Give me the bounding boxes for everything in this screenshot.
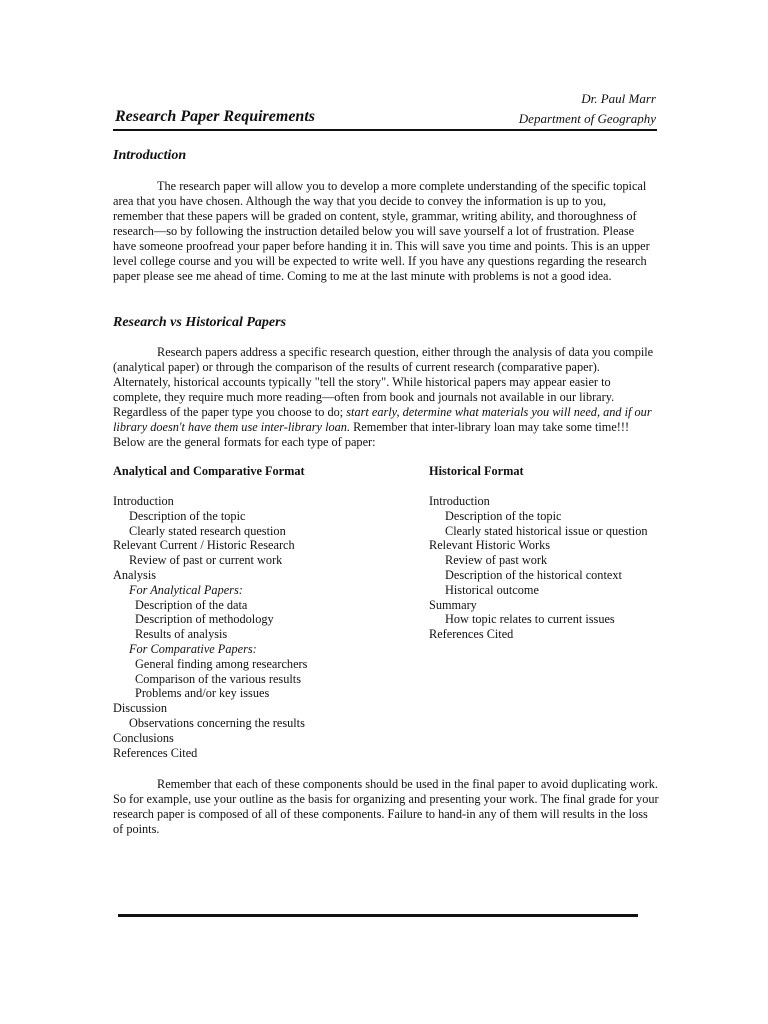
- author-name: Dr. Paul Marr: [581, 91, 656, 106]
- outline-item: Comparison of the various results: [135, 671, 301, 686]
- outline-item: Clearly stated research question: [129, 523, 286, 538]
- historical-format-outline: [429, 494, 664, 642]
- outline-item: Introduction: [113, 494, 174, 508]
- outline-item: References Cited: [113, 745, 198, 760]
- outline-item: Description of methodology: [135, 612, 274, 627]
- research-vs-historical-paragraph: [113, 345, 659, 450]
- outline-item: Results of analysis: [135, 627, 228, 642]
- outline-item: Clearly stated historical issue or question: [445, 523, 648, 538]
- analytical-format-outline: [113, 494, 413, 760]
- outline-item: Historical outcome: [445, 582, 539, 597]
- analytical-format-heading: Analytical and Comparative Format: [113, 464, 305, 478]
- research-vs-historical-text-end: Remember that inter-library loan may take some time!!! Below are the general formats for each type of paper:: [113, 420, 630, 449]
- outline-item: Description of the data: [135, 597, 248, 612]
- outline-item: Review of past or current work: [129, 553, 283, 568]
- introduction-text: The research paper will allow you to develop a more complete understanding of the specific topical area that you have chosen. Although the way that you decide to convey the information is up to you, remember that these papers will be graded on content, style, grammar, writing ability, and thoroughness of research—so by following the instruction detailed below you will save yourself a lot of frustration. Please have someone proofread your paper before handing it in. This will save you time and points. This is an upper level college course and you will be expected to write well. If you have any questions regarding the research paper please see me ahead of time. Coming to me at the last minute with problems is not a good idea.: [113, 179, 650, 283]
- outline-item: For Analytical Papers:: [129, 582, 243, 597]
- outline-item: Description of the historical context: [445, 567, 622, 582]
- outline-item: Introduction: [429, 494, 490, 508]
- outline-item: General finding among researchers: [135, 656, 308, 671]
- research-vs-historical-emphasis: start early, determine what materials you will need, and if our library doesn't have them use inter-library loan.: [113, 405, 652, 434]
- outline-item: Summary: [429, 597, 477, 612]
- outline-item: Discussion: [113, 701, 167, 716]
- outline-item: Review of past work: [445, 553, 548, 568]
- historical-format-heading: Historical Format: [429, 464, 524, 478]
- outline-item: Relevant Historic Works: [429, 538, 551, 553]
- department-name: Department of Geography: [518, 111, 656, 126]
- outline-item: How topic relates to current issues: [445, 612, 615, 627]
- outline-item: References Cited: [429, 627, 514, 642]
- outline-item: Description of the topic: [445, 508, 562, 523]
- outline-item: Analysis: [113, 567, 157, 582]
- closing-paragraph: [113, 777, 659, 837]
- research-vs-historical-heading: Research vs Historical Papers: [113, 315, 287, 330]
- outline-item: Relevant Current / Historic Research: [113, 538, 295, 553]
- introduction-heading: Introduction: [113, 148, 187, 163]
- introduction-paragraph: [113, 179, 659, 284]
- bottom-rule: [118, 914, 638, 917]
- closing-text: Remember that each of these components should be used in the final paper to avoid duplicating work. So for example, use your outline as the basis for organizing and presenting your work. The final grade for your research paper is composed of all of these components. Failure to hand-in any of them will results in the loss of points.: [113, 777, 659, 836]
- research-vs-historical-text: Research papers address a specific research question, either through the analysis of data you compile (analytical paper) or through the comparison of the results of current research (comparative paper). Alternately, historical accounts typically "tell the story". While historical papers may appear easier to complete, they require much more reading—often from book and journals not available in our library. Regardless of the paper type you choose to do;: [113, 345, 654, 419]
- outline-item: Observations concerning the results: [129, 715, 305, 730]
- document-title: Research Paper Requirements: [115, 108, 315, 125]
- outline-item: For Comparative Papers:: [129, 641, 257, 656]
- outline-item: Description of the topic: [129, 508, 246, 523]
- title-rule: [113, 129, 657, 131]
- outline-item: Problems and/or key issues: [135, 686, 270, 701]
- outline-item: Conclusions: [113, 730, 174, 745]
